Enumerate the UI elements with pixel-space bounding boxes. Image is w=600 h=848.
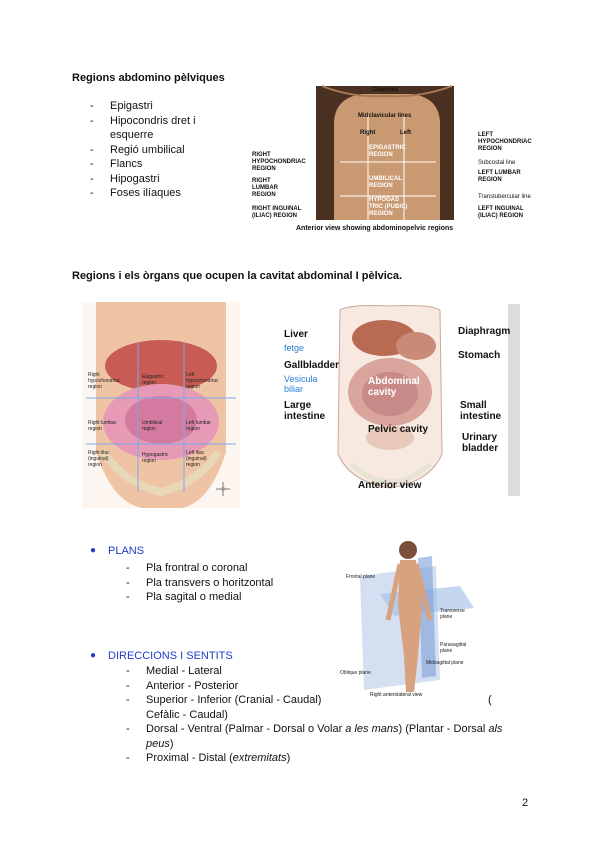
label-right-hypochondriac: RIGHT HYPOCHONDRIAC REGION [252,152,306,172]
list-item [126,751,506,766]
label-clavicles: Clavicles [372,87,399,93]
proximal-em: extremitats [232,752,287,764]
proximal-text: Proximal - Distal ( [146,752,233,764]
abdominal-cavity-figure [280,304,520,496]
label-abdominal-cavity: Abdominal cavity [368,376,420,398]
label-parasagittal-plane: Parasagittal plane [440,642,467,654]
list-item: - Epigastri [90,99,220,114]
plans-bullet: ● [90,545,97,556]
label-midsagittal-plane: Midsagittal plane [426,660,464,666]
nine-regions-figure [82,302,240,508]
label-oblique-plane: Oblique plane [340,670,371,676]
label-hypogastric: HYPOGAS TRIC (PUBIC) REGION [369,197,408,217]
abdomen-organs-illustration [82,302,240,508]
figure-caption: Anterior view [358,480,422,491]
label-right-lumbar: RIGHT LUMBAR REGION [252,178,278,198]
label-left-inguinal: LEFT INGUINAL (ILIAC) REGION [478,206,524,219]
list-item: - Hipogastri [90,172,220,187]
label-pelvic-cavity: Pelvic cavity [368,424,429,435]
label-transverse-plane: Transverse plane [440,608,465,620]
list-item: - Flancs [90,157,220,172]
label-stomach: Stomach [458,350,501,361]
list-item [126,722,506,751]
label-liver: Liver [284,329,308,340]
list-item: - Hipocondris dret i esquerre [90,114,220,143]
list-item [126,693,506,722]
list-item: - Pla frontral o coronal [126,561,306,576]
label-right-lumbar: Right lumbar region [88,420,117,432]
section-title-regions: Regions abdomino pèlviques [72,72,225,84]
compass-icon [216,482,230,496]
label-vesicula-biliar: Vesicula biliar [284,374,318,394]
regions-list [90,99,220,201]
superior-text: Superior - Inferior (Cranial - Caudal) [146,694,322,706]
label-hypogastric: Hypogastric region [142,452,169,464]
label-left-lumbar: Left lumbar region [186,420,212,432]
figure-caption: Anterior view showing abdominopelvic regions [296,225,454,232]
label-right-hypochondriac: Right hypochondriac region [88,372,121,390]
page-number: 2 [522,797,529,809]
label-left: Left [400,130,411,136]
label-right-inguinal: RIGHT INGUINAL (ILIAC) REGION [252,206,302,219]
list-item: - Pla transvers o horitzontal [126,576,306,591]
label-fetge: fetge [284,343,305,353]
directions-list [126,664,506,766]
plans-list [126,561,306,605]
label-transtubercular-line: Transtubercular line [478,194,531,200]
label-umbilical: Umbilical region [142,420,163,432]
label-frontal-plane: Frontal plane [346,574,376,580]
superior-text-2: Cefàlic - Caudal) [146,708,228,721]
list-item: - Medial - Lateral [126,664,506,679]
abdominopelvic-regions-figure [252,84,532,236]
dorsal-text: Dorsal - Ventral (Palmar - Dorsal o Volar [146,723,346,735]
label-umbilical: UMBILICAL REGION [369,176,402,189]
dorsal-em-als: als [488,723,503,735]
dorsal-em-peus: peus [146,737,170,750]
section-title-organs: Regions i els òrgans que ocupen la cavitat abdominal I pèlvica. [72,270,403,282]
label-subcostal-line: Subcostal line [478,160,516,166]
label-gallbladder: Gallbladder [284,360,340,371]
label-right: Right [360,130,376,136]
label-small-intestine: Small intestine [460,400,502,422]
paren: ( [488,694,492,706]
list-item: - Pla sagital o medial [126,590,306,605]
label-midclavicular: Midclavicular lines [358,113,412,119]
list-item: - Regió umbilical [90,143,220,158]
dorsal-text-b: ) (Plantar - Dorsal [398,723,489,735]
label-urinary-bladder: Urinary bladder [462,432,499,454]
figure-caption: Right anterolateral view [370,692,423,698]
label-left-lumbar: LEFT LUMBAR REGION [478,170,521,183]
proximal-text-b: ) [286,752,291,764]
dorsal-em-mans: a les mans [345,723,399,735]
label-epigastric: Epigastric region [142,374,164,386]
label-left-hypochondriac: Left hypochondriac region [186,372,219,390]
dorsal-text-c: ) [169,737,174,750]
label-large-intestine: Large intestine [284,400,326,422]
label-diaphragm: Diaphragm [458,326,511,337]
label-epigastric: EPIGASTRIC REGION [369,145,406,158]
label-left-hypochondriac: LEFT HYPOCHONDRIAC REGION [478,132,532,152]
label-left-iliac: Left iliac (inguinal) region [186,450,207,468]
label-right-iliac: Right iliac (inguinal) region [88,450,110,468]
directions-bullet: ● [90,650,97,661]
list-item: - Anterior - Posterior [126,679,506,694]
plans-title: PLANS [108,545,145,557]
directions-title: DIRECCIONS I SENTITS [108,650,233,662]
list-item: - Foses ilíaques [90,186,220,201]
